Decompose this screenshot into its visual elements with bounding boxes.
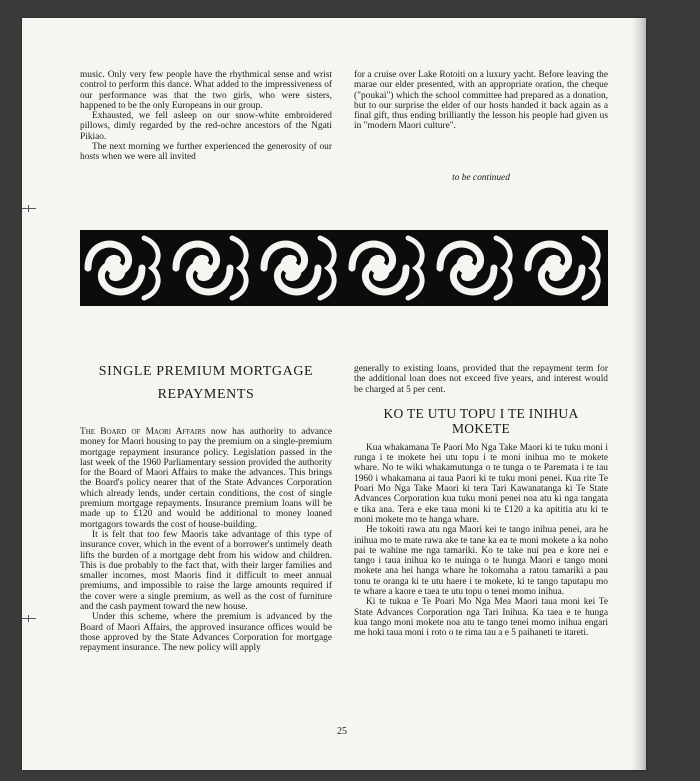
column-top-left bbox=[80, 70, 332, 163]
column-top-right bbox=[354, 70, 608, 132]
to-be-continued-note: to be continued bbox=[452, 173, 510, 183]
paragraph: for a cruise over Lake Rotoiti on a luxury yacht. Before leaving the marae our elder presented, with an appropriate oration, the cheque ("poukai") which the school committee had prepared as a donation, but to our surprise the elder of our hosts handed it back again as a final gift, thus ending brilliantly the lesson his people had given us in "modern Maori culture". bbox=[354, 70, 608, 132]
maori-kowhaiwhai-banner bbox=[80, 230, 608, 306]
column-bottom-left bbox=[80, 427, 332, 654]
paragraph: Exhausted, we fell asleep on our snow-white embroidered pillows, dimly regarded by the red-ochre ancestors of the Ngati Pikiao. bbox=[80, 111, 332, 142]
paragraph: generally to existing loans, provided that the repayment term for the additional loan does not exceed five years, and interest would be charged at 5 per cent. bbox=[354, 364, 608, 395]
paragraph: Ki te tukua e Te Poari Mo Nga Mea Maori taua moni kei Te State Advances Corporation nga Tari Inihua. Ka taea e te hunga kua tango moni mokete noa atu te tango tenei momo inihua engari me hoki taua moni i roto o te rima tau a e 5 paihaneti te itareti. bbox=[354, 597, 608, 639]
paragraph: music. Only very few people have the rhythmical sense and wrist control to perform this dance. What added to the impressiveness of our performance was that the two girls, who were sisters, happened to be the only Europeans in our group. bbox=[80, 70, 332, 111]
lead-paragraph bbox=[80, 427, 332, 530]
paragraph: The next morning we further experienced the generosity of our hosts when we were all invited bbox=[80, 142, 332, 163]
page-spine-shadow bbox=[632, 18, 646, 770]
kowhaiwhai-pattern-icon bbox=[80, 230, 608, 306]
paragraph: Kua whakamana Te Paori Mo Nga Take Maori ki te tuku moni i runga i te mokete hei utu topu i te moni inihua mo te mokete whare. No te wiki whakamutunga o te tunga o te Paremata i te tau 1960 i whakamana ai taua Paori ki te tuku moni penei. Kua rite Te Poari Mo Nga Take Maori ki tera Tari Kawanatanga ki Te State Advances Corporation kua tuku moni penei noa atu ki nga tangata e tika ana. Tera e eke taua moni ki te £120 a ka apititia atu ki te moni mokete mo te hanga whare. bbox=[354, 442, 608, 525]
registration-mark bbox=[22, 208, 36, 209]
paragraph: Under this scheme, where the premium is advanced by the Board of Maori Affairs, the approved insurance offices would be those approved by the State Advances Corporation for mortgage repayment insurance. The new policy will apply bbox=[80, 612, 332, 654]
column-bottom-right bbox=[354, 364, 608, 639]
paragraph: It is felt that too few Maoris take advantage of this type of insurance cover, which in the event of a borrower's untimely death lifts the burden of a mortgage debt from his widow and children. This is due probably to the fact that, with their larger families and smaller incomes, most Maoris find it difficult to meet annual premiums, and impossible to raise the large amounts required if the cover were a single premium, as well as the cost of furniture and the cash payment toward the new house. bbox=[80, 529, 332, 613]
lead-smallcaps: The Board of Maori Affairs bbox=[80, 427, 206, 437]
lead-text: now has authority to advance money for Maori housing to pay the premium on a single-premium mortgage repayment insurance policy. Legislation passed in the last week of the 1960 Parliamentary session provided the authority for the Board of Maori Affairs to make the advances. This brings the Board's policy nearer that of the State Advances Corporation which already lends, under certain conditions, the cost of single premium mortgage repayments. Insurance premium loans will be made up to £120 and would be additional to money loaned mortgagors towards the cost of house-building. bbox=[80, 427, 332, 530]
page-number: 25 bbox=[337, 726, 347, 737]
article-title-line-2: REPAYMENTS bbox=[157, 387, 255, 402]
magazine-page bbox=[22, 18, 646, 770]
registration-mark bbox=[22, 618, 36, 619]
paragraph: He tokoiti rawa atu nga Maori kei te tango inihua penei, ara he inihua mo te mate rawa ake te tane ka ea te moni mokete a ka noho pai te wahine me nga tamariki. Ko te take nui pea e kore nei e tango i taua inihua ko te nuinga o te hunga Maori e tango moni mokete ana hei hanga whare he tokomaha a ratou tamariki a pau tonu te oranga ki te utu haere i te mokete, ki te tango taputapu mo te whare a kaore e taea te utu topu o tenei momo inihua. bbox=[354, 525, 608, 598]
article-title-line-1: SINGLE PREMIUM MORTGAGE bbox=[98, 364, 314, 379]
maori-article-title: KO TE UTU TOPU I TE INIHUA MOKETE bbox=[383, 405, 579, 436]
